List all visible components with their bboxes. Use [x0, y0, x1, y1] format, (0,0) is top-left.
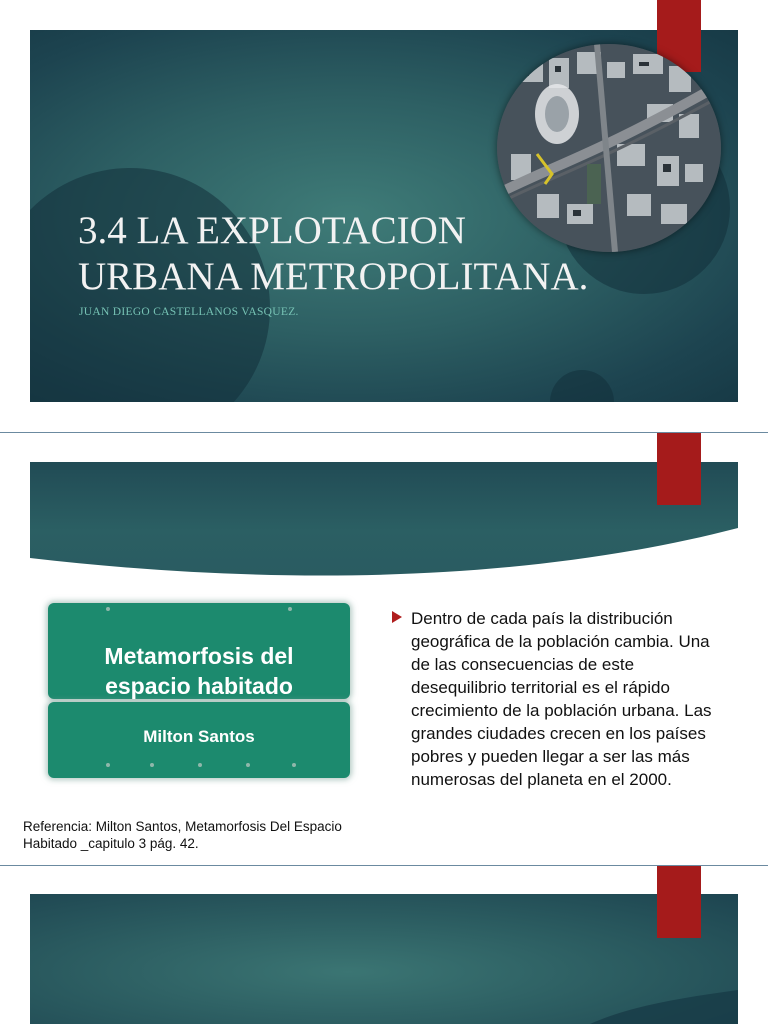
- slide-3[interactable]: [0, 866, 768, 1024]
- header-banner: [30, 462, 738, 577]
- author-subtitle: JUAN DIEGO CASTELLANOS VASQUEZ.: [79, 306, 299, 318]
- slide-1[interactable]: [0, 0, 768, 432]
- slide-2[interactable]: [0, 433, 768, 864]
- sign-rivet: [288, 607, 292, 611]
- title-line-2: URBANA METROPOLITANA.: [78, 255, 589, 298]
- slide-title: [78, 208, 678, 300]
- red-bookmark-tab: [657, 433, 701, 505]
- bullet-paragraph: Dentro de cada país la distribución geográfica de la población cambia. Una de las consecuencias de este desequilibrio territorial es el rápido crecimiento de la población urbana. Las grandes ciudades crecen en los países pobres y pueden llegar a ser las más numerosas del planeta en el 2000.: [411, 609, 712, 789]
- wave-shape: [30, 894, 738, 1024]
- wave-shape: [30, 462, 738, 577]
- decor-circle-small: [550, 370, 614, 402]
- reference-note: Referencia: Milton Santos, Metamorfosis Del Espacio Habitado _capitulo 3 pág. 42.: [23, 819, 342, 851]
- red-bookmark-tab: [657, 866, 701, 938]
- title-line-1: 3.4 LA EXPLOTACION: [78, 209, 466, 252]
- sign-author: Milton Santos: [143, 727, 255, 746]
- sign-rivet: [150, 763, 154, 767]
- sign-rivet: [246, 763, 250, 767]
- sign-rivet: [106, 763, 110, 767]
- header-banner: [30, 894, 738, 1024]
- sign-rivet: [292, 763, 296, 767]
- sign-rivet: [106, 607, 110, 611]
- triangle-right-icon: [392, 611, 402, 623]
- sign-title-line-1: Metamorfosis del: [104, 643, 294, 669]
- book-sign-image: [48, 603, 350, 781]
- sign-title: [48, 641, 350, 701]
- sign-title-line-2: espacio habitado: [105, 673, 293, 699]
- sign-rivet: [198, 763, 202, 767]
